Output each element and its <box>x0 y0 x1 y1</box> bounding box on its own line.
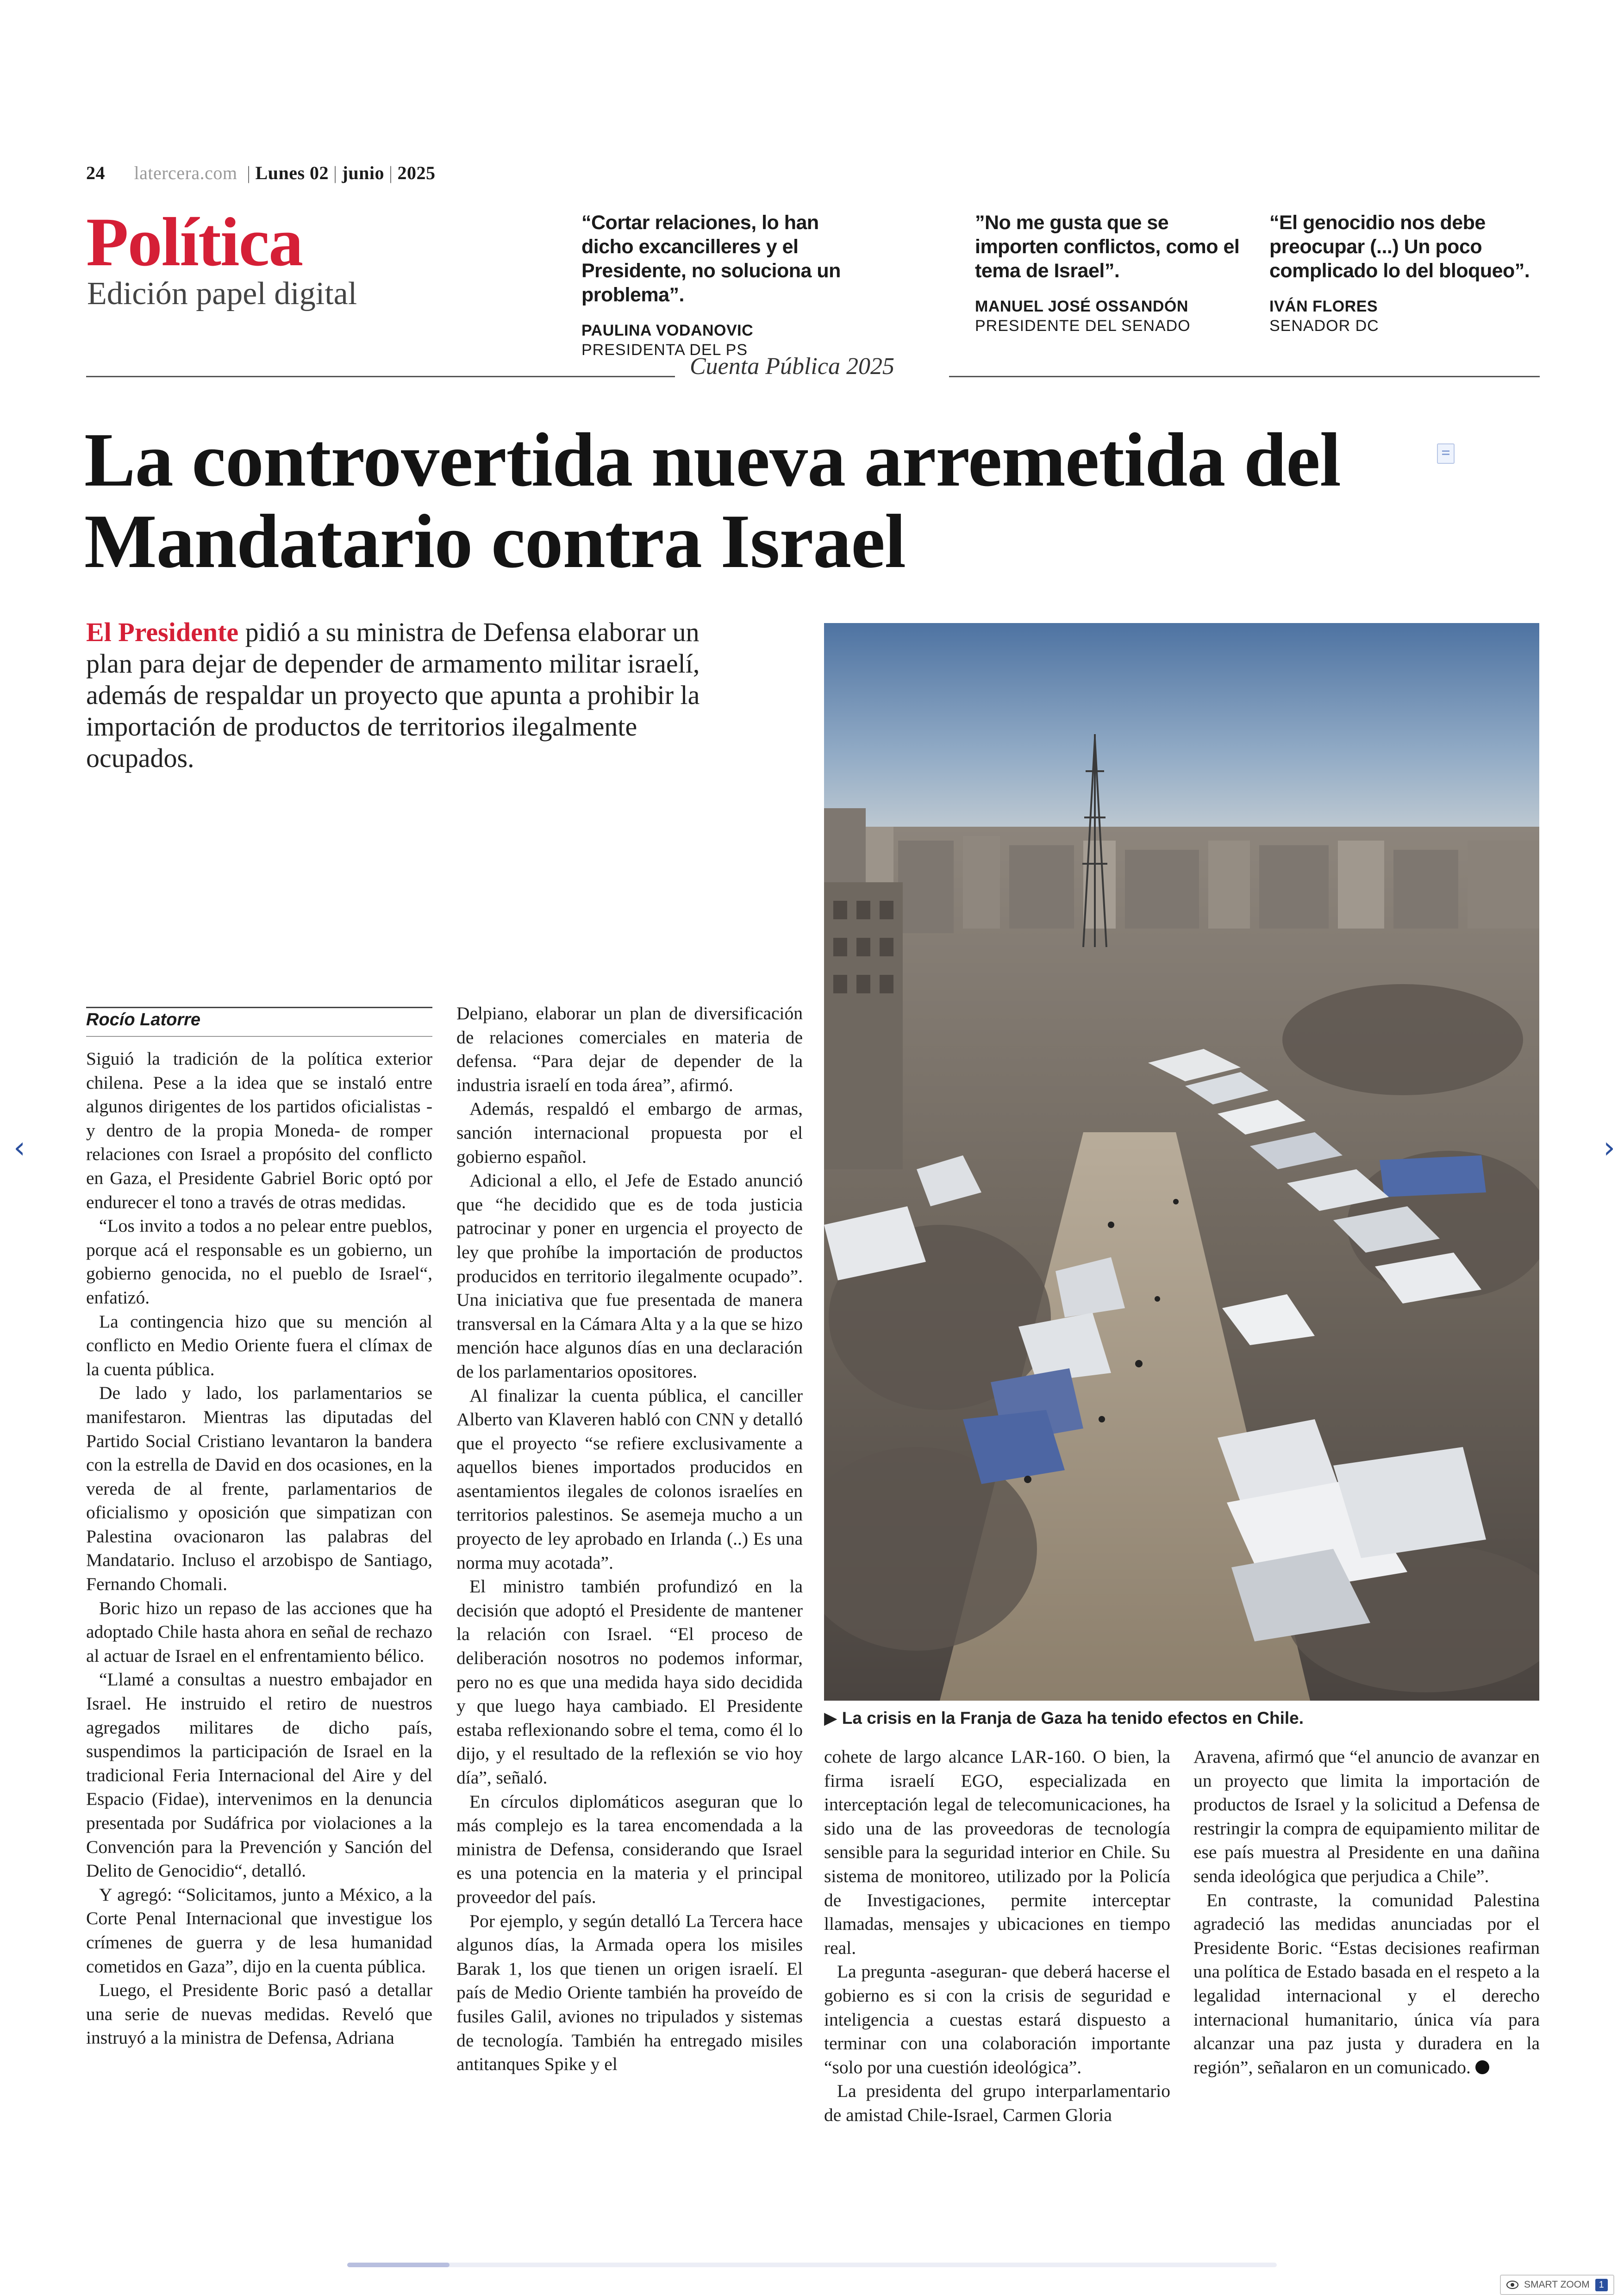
paragraph: La contingencia hizo que su mención al conflicto en Medio Oriente fuera el clímax de la cuenta pública. <box>86 1311 432 1379</box>
paragraph: cohete de largo alcance LAR-160. O bien, la firma israelí EGO, especializada en interceptación legal de telecomunicaciones, ha sido una de las proveedoras de tecnología sensible para la seguridad interior en Chile. Su sistema de monitoreo, utilizado por la Policía de Investigaciones, permite interceptar llamadas, mensajes y ubicaciones en tiempo real. <box>824 1746 1170 1958</box>
paragraph: La pregunta -aseguran- que deberá hacerse el gobierno es si con la crisis de seguridad e inteligencia a cuestas estará dispuesto a terminar con una colaboración importante “solo por una cuestión ideológica”. <box>824 1961 1170 2077</box>
quote-text: “El genocidio nos debe preocupar (...) Un poco complicado lo del bloqueo”. <box>1269 212 1530 282</box>
quote-text: ”No me gusta que se importen conflictos, como el tema de Israel”. <box>975 212 1240 282</box>
paragraph: La presidenta del grupo interparlamentario de amistad Chile-Israel, Carmen Gloria <box>824 2081 1170 2125</box>
body-column-2 <box>456 1002 803 2077</box>
section-title: Política <box>86 204 303 281</box>
paragraph: Y agregó: “Solicitamos, junto a México, a la Corte Penal Internacional que investigue los crímenes de guerra y de lesa humanidad cometidos en Gaza”, dijo en la cuenta pública. <box>86 1884 432 1977</box>
quote-text: “Cortar relaciones, lo han dicho excancilleres y el Presidente, no soluciona un problema”. <box>581 212 841 306</box>
byline-rule-bottom <box>86 1036 432 1037</box>
note-icon[interactable] <box>1437 443 1455 464</box>
folio-day: Lunes 02 <box>255 162 329 183</box>
paragraph-text: En contraste, la comunidad Palestina agradeció las medidas anunciadas por el Presidente Boric. “Estas decisiones reafirman una política de Estado basada en el respeto a la legalidad internacional y el derecho internacional humanitario, única vía para alcanzar una paz justa y duradera en la región”, señalaron en un comunicado. <box>1193 1890 1540 2077</box>
quote-author: MANUEL JOSÉ OSSANDÓN <box>975 298 1188 315</box>
folio: 24 latercera.com | Lunes 02 | junio | 2025 <box>86 162 436 183</box>
paragraph: Por ejemplo, y según detalló La Tercera hace algunos días, la Armada opera los misiles Barak 1, los que tienen un origen israelí. El país de Medio Oriente también ha proveído de fusiles Galil, aviones no tripulados y sistemas de tecnología. También ha entregado misiles antitanques Spike y el <box>456 1910 803 2075</box>
folio-month: junio <box>342 162 384 183</box>
end-mark-icon <box>1475 2060 1489 2074</box>
byline: Rocío Latorre <box>86 1010 201 1029</box>
paragraph: Delpiano, elaborar un plan de diversificación de relaciones comerciales en materia de defensa. “Para dejar de depender de la industria israelí en toda área”, afirmó. <box>456 1003 803 1095</box>
quote-role: PRESIDENTE DEL SENADO <box>975 317 1191 335</box>
prev-page-button[interactable]: ‹ <box>13 1131 25 1165</box>
paragraph: En círculos diplomáticos aseguran que lo más complejo es la tarea encomendada a la ministra de Defensa, considerando que Israel es una potencia en la materia y el principal proveedor del país. <box>456 1791 803 1907</box>
page-number: 24 <box>86 162 105 183</box>
paragraph: Al finalizar la cuenta pública, el canciller Alberto van Klaveren habló con CNN y detalló que el proyecto “se refiere exclusivamente a aquellos bienes importados producidos en asentamientos ilegales de colonos israelíes en territorios palestinos. Se asemeja mucho a un proyecto de ley aprobado en Irlanda (..) Es una norma muy acotada”. <box>456 1385 803 1573</box>
lede <box>86 617 734 774</box>
paragraph: Adicional a ello, el Jefe de Estado anunció que “he decidido que es de toda justicia patrocinar y poner en urgencia el proyecto de ley que prohíbe la importación de productos producidos en territorio ilegalmente ocupado”. Una iniciativa que fue presentada de manera transversal en la Cámara Alta y a la que se hizo mención hace algunos días en una declaración de los parlamentarios opositores. <box>456 1170 803 1382</box>
paragraph: Además, respaldó el embargo de armas, sanción internacional propuesta por el gobierno español. <box>456 1098 803 1167</box>
folio-year: 2025 <box>397 162 436 183</box>
paragraph: Siguió la tradición de la política exterior chilena. Pese a la idea que se instaló entre algunos dirigentes de los partidos oficialistas -y dentro de la propia Moneda- de romper relaciones con Israel a propósito del conflicto en Gaza, el Presidente Gabriel Boric optó por endurecer el tono a través de otras medidas. <box>86 1048 432 1212</box>
body-column-1 <box>86 1047 432 2050</box>
page-scroll-thumb[interactable] <box>347 2263 450 2267</box>
body-column-4 <box>1193 1745 1540 2079</box>
quote-role: SENADOR DC <box>1269 317 1379 335</box>
quote-role: PRESIDENTA DEL PS <box>581 341 748 359</box>
kicker-rule-right <box>949 376 1540 377</box>
site-name: latercera.com <box>134 162 237 183</box>
quote-author: PAULINA VODANOVIC <box>581 322 754 339</box>
eye-icon <box>1506 2281 1518 2289</box>
smart-zoom-label: SMART ZOOM <box>1524 2279 1590 2290</box>
quote-2 <box>975 211 1248 336</box>
headline: La controvertida nueva arremetida del Mandatario contra Israel <box>84 417 1341 584</box>
page-scroll-bar[interactable] <box>347 2263 1277 2267</box>
quote-author: IVÁN FLORES <box>1269 298 1378 315</box>
page-badge: 1 <box>1595 2279 1608 2291</box>
lede-text: pidió a su ministra de Defensa elaborar un plan para dejar de depender de armamento militar israelí, además de respaldar un proyecto que apunta a prohibir la importación de productos de territorios ilegalmente ocupados. <box>86 617 700 773</box>
paragraph: El ministro también profundizó en la decisión que adoptó el Presidente de mantener la relación con Israel. “El proceso de deliberación nosotros no podemos informar, pero no es que una medida haya sido decidida y que luego haya cambiado. El Presidente estaba reflexionando sobre el tema, como él lo dijo, y el resultado de la reflexión se vio hoy día”, señaló. <box>456 1576 803 1788</box>
photo-caption: ▶ La crisis en la Franja de Gaza ha tenido efectos en Chile. <box>824 1709 1304 1727</box>
kicker-rule-left <box>86 376 675 377</box>
paragraph: Boric hizo un repaso de las acciones que ha adoptado Chile hasta ahora en señal de rechazo al actuar de Israel en el enfrentamiento bélico. <box>86 1597 432 1666</box>
next-page-button[interactable]: › <box>1603 1131 1615 1165</box>
kicker: Cuenta Pública 2025 <box>690 353 894 380</box>
edition-label: Edición papel digital <box>87 276 357 312</box>
paragraph: Aravena, afirmó que “el anuncio de avanzar en un proyecto que limita la importación de productos de Israel y la solicitud a Defensa de restringir la compra de equipamiento militar de ese país muestra al Presidente en una dañina senda ideológica que perjudica a Chile”. <box>1193 1746 1540 1886</box>
quote-3 <box>1269 211 1543 336</box>
paragraph: “Los invito a todos a no pelear entre pueblos, porque acá el responsable es un gobierno, un gobierno genocida, no el pueblo de Israel“, enfatizó. <box>86 1216 432 1308</box>
smart-zoom-button[interactable] <box>1500 2275 1614 2295</box>
paragraph: De lado y lado, los parlamentarios se manifestaron. Mientras las diputadas del Partido Social Cristiano levantaron la bandera con la estrella de David en dos ocasiones, en la vereda de al frente, parlamentarios de oficialismo y oposición que simpatizan con Palestina ovacionaron las palabras del Mandatario. Incluso el arzobispo de Santiago, Fernando Chomali. <box>86 1383 432 1595</box>
quote-1 <box>581 211 841 360</box>
photo-gaza-camp-icon <box>824 623 1539 1701</box>
body-column-3 <box>824 1745 1170 2127</box>
paragraph: Luego, el Presidente Boric pasó a detallar una serie de nuevas medidas. Reveló que instruyó a la ministra de Defensa, Adriana <box>86 1980 432 2048</box>
paragraph <box>1193 1889 1540 2080</box>
byline-rule-top <box>86 1007 432 1008</box>
paragraph: “Llamé a consultas a nuestro embajador en Israel. He instruido el retiro de nuestros agregados militares de dicho país, suspendimos la participación de Israel en la tradicional Feria Internacional del Aire y del Espacio (Fidae), intervenimos en la denuncia presentada por Sudáfrica por violaciones a la Convención para la Prevención y Sanción del Delito de Genocidio“, detalló. <box>86 1669 432 1881</box>
lede-highlight: El Presidente <box>86 617 239 647</box>
